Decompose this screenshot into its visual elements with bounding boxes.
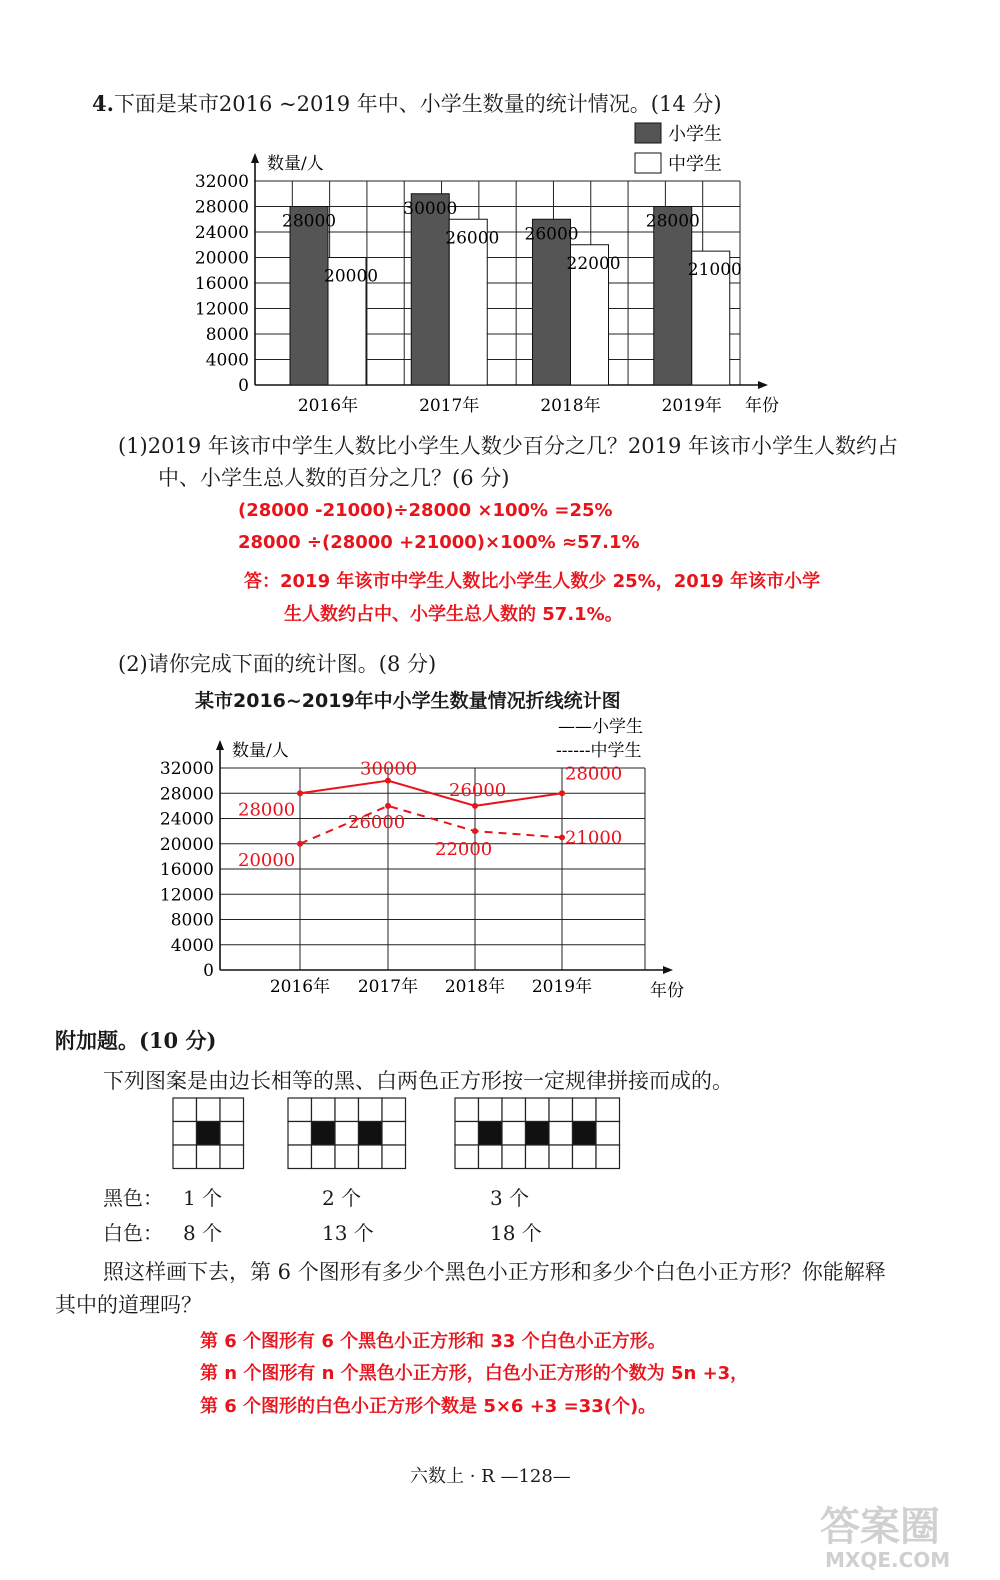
data-point bbox=[472, 828, 478, 834]
white-square bbox=[455, 1122, 479, 1146]
y-tick-label: 32000 bbox=[159, 759, 214, 779]
data-value-label: 28000 bbox=[238, 799, 296, 821]
legend-label: 中学生 bbox=[668, 154, 722, 175]
x-axis-label: 年份 bbox=[745, 396, 779, 416]
answer-1-line4: 生人数约占中、小学生总人数的 57.1%。 bbox=[284, 604, 623, 625]
white-square bbox=[288, 1122, 312, 1146]
x-tick-label: 2016年 bbox=[297, 396, 359, 416]
data-value-label: 20000 bbox=[238, 849, 296, 871]
subquestion-1-line1: (1)2019 年该市中学生人数比小学生人数少百分之几？2019 年该市小学生人数约占 bbox=[118, 434, 898, 458]
square-patterns bbox=[160, 1090, 640, 1175]
white-square bbox=[479, 1145, 503, 1169]
white-square bbox=[312, 1145, 336, 1169]
white-square bbox=[335, 1145, 359, 1169]
white-square bbox=[173, 1145, 197, 1169]
white-square bbox=[359, 1145, 383, 1169]
bar-value-label: 26000 bbox=[445, 228, 500, 249]
y-tick-label: 4000 bbox=[205, 350, 249, 371]
white-square bbox=[526, 1098, 550, 1122]
white-square bbox=[173, 1098, 197, 1122]
white-square bbox=[220, 1122, 244, 1146]
data-point bbox=[297, 841, 303, 847]
y-tick-label: 0 bbox=[238, 376, 249, 396]
white-square bbox=[502, 1098, 526, 1122]
data-point bbox=[472, 803, 478, 809]
y-tick-label: 32000 bbox=[194, 172, 249, 192]
black-square bbox=[479, 1122, 503, 1146]
bar bbox=[290, 207, 328, 386]
white-square bbox=[312, 1098, 336, 1122]
x-tick-label: 2018年 bbox=[444, 977, 506, 997]
black-square bbox=[526, 1122, 550, 1146]
white-square bbox=[288, 1098, 312, 1122]
white-square bbox=[335, 1122, 359, 1146]
extra-answer-line2: 第 n 个图形有 n 个黑色小正方形，白色小正方形的个数为 5n +3， bbox=[200, 1363, 749, 1384]
white-square bbox=[220, 1145, 244, 1169]
y-tick-label: 28000 bbox=[159, 784, 214, 805]
white-square bbox=[288, 1145, 312, 1169]
white-square bbox=[549, 1122, 573, 1146]
x-tick-label: 2017年 bbox=[419, 396, 480, 416]
data-value-label: 26000 bbox=[449, 779, 507, 801]
bar bbox=[411, 194, 449, 385]
data-value-label: 28000 bbox=[565, 763, 623, 785]
bar-value-label: 28000 bbox=[645, 211, 700, 232]
white-square bbox=[173, 1122, 197, 1146]
black-count-2: 2 个 bbox=[322, 1186, 362, 1210]
x-axis-arrow bbox=[663, 966, 673, 974]
y-axis-label: 数量/人 bbox=[267, 154, 324, 174]
white-square bbox=[382, 1098, 406, 1122]
bar-chart bbox=[150, 115, 790, 425]
line-chart bbox=[150, 710, 790, 1005]
white-count-1: 8 个 bbox=[183, 1221, 223, 1245]
subquestion-2: (2)请你完成下面的统计图。(8 分) bbox=[118, 652, 437, 676]
bar-value-label: 30000 bbox=[403, 198, 458, 219]
bar bbox=[654, 207, 692, 386]
watermark-logo: 答案圈 bbox=[820, 1504, 940, 1550]
data-value-label: 22000 bbox=[435, 839, 493, 861]
white-square bbox=[502, 1145, 526, 1169]
x-axis-label: 年份 bbox=[650, 981, 684, 1001]
y-tick-label: 16000 bbox=[159, 860, 214, 880]
question-4-title bbox=[92, 88, 722, 118]
subquestion-1-line2: 中、小学生总人数的百分之几？(6 分) bbox=[158, 466, 510, 490]
bar-value-label: 21000 bbox=[687, 260, 742, 281]
white-square bbox=[596, 1145, 620, 1169]
white-square bbox=[382, 1145, 406, 1169]
black-square bbox=[197, 1122, 221, 1146]
y-tick-label: 24000 bbox=[194, 223, 249, 243]
y-axis-arrow bbox=[216, 740, 224, 750]
black-count-3: 3 个 bbox=[490, 1186, 530, 1210]
x-tick-label: 2017年 bbox=[357, 977, 419, 997]
legend-label-primary: ——小学生 bbox=[558, 717, 643, 737]
extra-answer-line3: 第 6 个图形的白色小正方形个数是 5×6 +3 =33(个)。 bbox=[200, 1396, 657, 1417]
white-square bbox=[573, 1098, 597, 1122]
white-square bbox=[502, 1122, 526, 1146]
white-count-3: 18 个 bbox=[490, 1221, 542, 1245]
data-value-label: 21000 bbox=[565, 827, 623, 849]
white-square bbox=[197, 1098, 221, 1122]
y-tick-label: 12000 bbox=[194, 299, 249, 320]
bar-value-label: 26000 bbox=[524, 224, 579, 245]
y-tick-label: 28000 bbox=[194, 197, 249, 218]
white-square bbox=[220, 1098, 244, 1122]
x-tick-label: 2018年 bbox=[540, 396, 601, 416]
line-chart-title: 某市2016~2019年中小学生数量情况折线统计图 bbox=[195, 690, 621, 712]
data-value-label: 26000 bbox=[348, 811, 406, 833]
y-tick-label: 0 bbox=[203, 961, 214, 981]
watermark-url: MXQE.COM bbox=[825, 1548, 951, 1572]
data-point bbox=[559, 790, 565, 796]
extra-intro: 下列图案是由边长相等的黑、白两色正方形按一定规律拼接而成的。 bbox=[103, 1069, 733, 1093]
answer-1-line3: 答：2019 年该市中学生人数比小学生人数少 25%，2019 年该市小学 bbox=[244, 571, 821, 592]
answer-1-line1: (28000 -21000)÷28000 ×100% =25% bbox=[238, 500, 613, 521]
bar-value-label: 20000 bbox=[324, 266, 379, 287]
answer-1-line2: 28000 ÷(28000 +21000)×100% ≈57.1% bbox=[238, 532, 640, 553]
y-tick-label: 16000 bbox=[194, 274, 249, 294]
black-square bbox=[312, 1122, 336, 1146]
white-count-2: 13 个 bbox=[322, 1221, 374, 1245]
question-number: 4. bbox=[92, 91, 114, 116]
y-tick-label: 20000 bbox=[194, 248, 249, 269]
extra-answer-line1: 第 6 个图形有 6 个黑色小正方形和 33 个白色小正方形。 bbox=[200, 1331, 666, 1352]
bar-value-label: 22000 bbox=[566, 253, 621, 274]
x-tick-label: 2019年 bbox=[661, 396, 722, 416]
white-square bbox=[335, 1098, 359, 1122]
black-label: 黑色： bbox=[103, 1186, 163, 1210]
white-square bbox=[359, 1098, 383, 1122]
legend-swatch bbox=[635, 123, 661, 143]
white-square bbox=[455, 1145, 479, 1169]
white-square bbox=[573, 1145, 597, 1169]
data-value-label: 30000 bbox=[360, 758, 418, 780]
white-square bbox=[479, 1098, 503, 1122]
data-point bbox=[297, 790, 303, 796]
x-tick-label: 2019年 bbox=[531, 977, 593, 997]
white-square bbox=[596, 1098, 620, 1122]
legend-label: 小学生 bbox=[668, 124, 722, 145]
extra-question-line1: 照这样画下去，第 6 个图形有多少个黑色小正方形和多少个白色小正方形？你能解释 bbox=[103, 1260, 886, 1284]
y-tick-label: 20000 bbox=[159, 834, 214, 855]
question-text: 下面是某市2016 ~2019 年中、小学生数量的统计情况。(14 分) bbox=[113, 92, 722, 116]
black-square bbox=[573, 1122, 597, 1146]
black-count-1: 1 个 bbox=[183, 1186, 223, 1210]
y-tick-label: 8000 bbox=[170, 910, 214, 931]
legend-label-middle: ------中学生 bbox=[556, 741, 642, 761]
bar-value-label: 28000 bbox=[282, 211, 337, 232]
white-square bbox=[455, 1098, 479, 1122]
page-footer: 六数上 · R —128— bbox=[410, 1466, 571, 1487]
white-label: 白色： bbox=[103, 1221, 163, 1245]
y-axis-arrow bbox=[251, 153, 259, 163]
black-square bbox=[359, 1122, 383, 1146]
x-axis-arrow bbox=[758, 381, 768, 389]
white-square bbox=[549, 1098, 573, 1122]
x-tick-label: 2016年 bbox=[269, 977, 331, 997]
white-square bbox=[549, 1145, 573, 1169]
middle-student-line bbox=[300, 806, 562, 844]
y-tick-label: 4000 bbox=[170, 935, 214, 956]
y-tick-label: 12000 bbox=[159, 885, 214, 906]
y-tick-label: 24000 bbox=[159, 809, 214, 830]
white-square bbox=[596, 1122, 620, 1146]
white-square bbox=[382, 1122, 406, 1146]
extra-title: 附加题。(10 分) bbox=[55, 1028, 217, 1053]
y-axis-label: 数量/人 bbox=[232, 741, 289, 761]
data-point bbox=[385, 803, 391, 809]
legend-swatch bbox=[635, 153, 661, 173]
white-square bbox=[526, 1145, 550, 1169]
white-square bbox=[197, 1145, 221, 1169]
extra-question-line2: 其中的道理吗？ bbox=[55, 1293, 202, 1317]
y-tick-label: 8000 bbox=[205, 325, 249, 345]
